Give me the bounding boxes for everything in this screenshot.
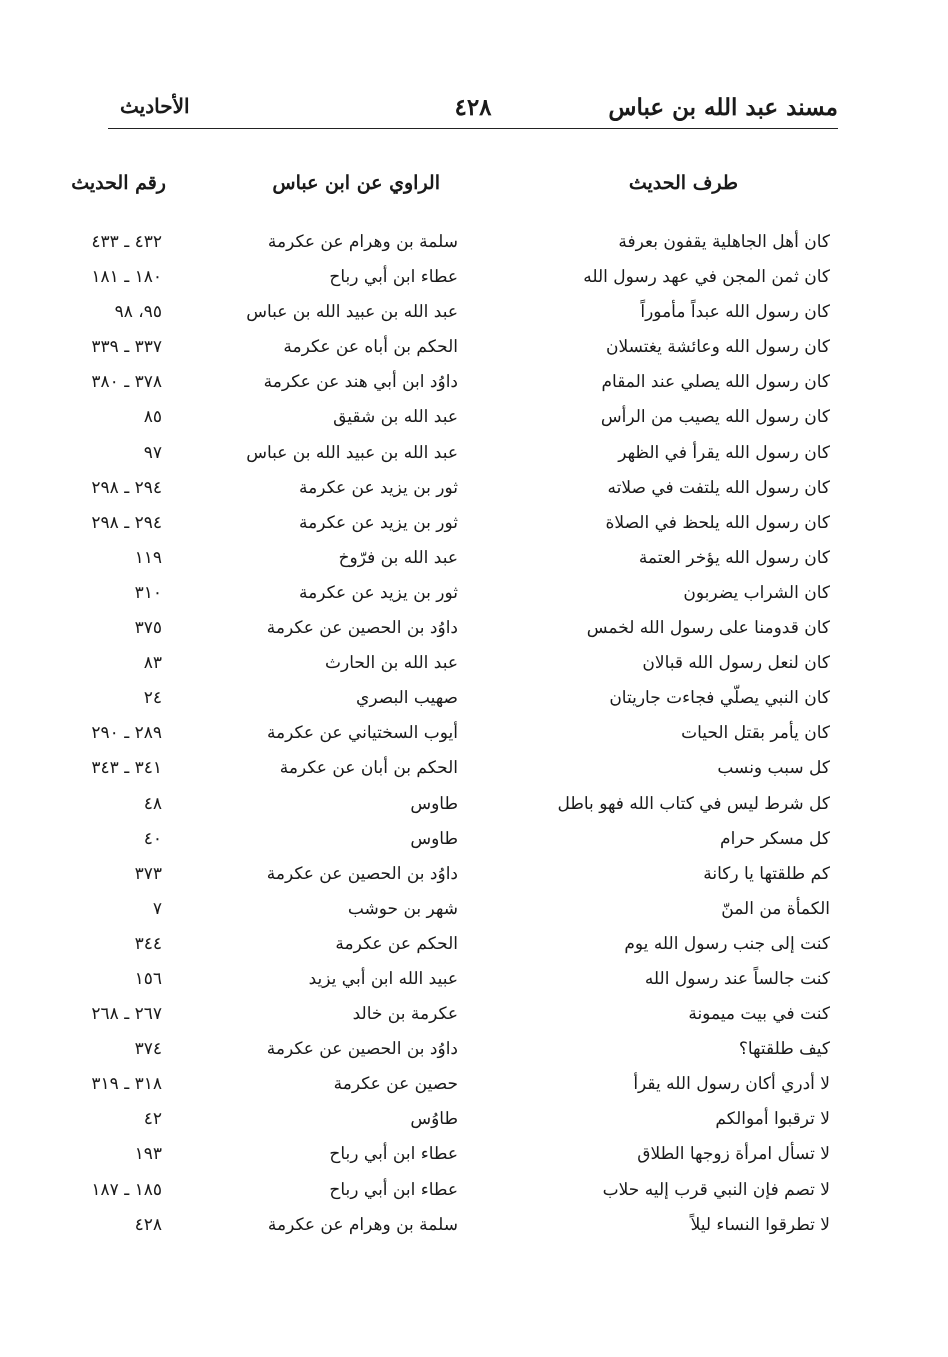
table-row xyxy=(0,895,948,930)
hadith-narrator: عبد الله بن عبيد الله بن عباس xyxy=(246,442,458,463)
hadith-narrator: عطاء ابن أبي رباح xyxy=(329,1144,458,1165)
table-row xyxy=(0,263,948,298)
hadith-number: ٤٢ xyxy=(143,1109,162,1130)
section-title: الأحاديث xyxy=(120,94,190,118)
table-row xyxy=(0,754,948,789)
hadith-narrator: صهيب البصري xyxy=(356,688,458,709)
hadith-number: ٣٧٥ xyxy=(134,618,162,639)
hadith-narrator: ثور بن يزيد عن عكرمة xyxy=(299,512,458,533)
hadith-text: كان رسول الله وعائشة يغتسلان xyxy=(605,337,830,358)
hadith-number: ١٥٦ xyxy=(134,968,162,989)
column-header-narrator: الراوي عن ابن عباس xyxy=(272,172,440,194)
hadith-narrator: الحكم بن أبان عن عكرمة xyxy=(279,758,458,779)
table-row xyxy=(0,1000,948,1035)
hadith-text: كنت في بيت ميمونة xyxy=(688,1004,830,1025)
table-row xyxy=(0,860,948,895)
hadith-text: كان لنعل رسول الله قبالان xyxy=(642,653,830,674)
running-header xyxy=(108,94,838,129)
hadith-narrator: طاوس xyxy=(410,828,458,849)
hadith-text: كان ثمن المجن في عهد رسول الله xyxy=(583,267,830,288)
hadith-text: كان رسول الله يؤخر العتمة xyxy=(638,547,830,568)
hadith-number: ١١٩ xyxy=(134,547,162,568)
hadith-text: كل شرط ليس في كتاب الله فهو باطل xyxy=(557,793,830,814)
hadith-narrator: عطاء ابن أبي رباح xyxy=(329,1179,458,1200)
hadith-text: كان الشراب يضربون xyxy=(683,582,830,603)
hadith-narrator: عبد الله بن شقيق xyxy=(333,407,458,428)
table-row xyxy=(0,614,948,649)
hadith-number: ٩٧ xyxy=(143,442,162,463)
hadith-narrator: ثور بن يزيد عن عكرمة xyxy=(299,582,458,603)
table-row xyxy=(0,298,948,333)
hadith-narrator: سلمة بن وهرام عن عكرمة xyxy=(267,1214,458,1235)
table-row xyxy=(0,930,948,965)
hadith-number: ٣١٨ ـ ٣١٩ xyxy=(91,1074,162,1095)
hadith-index-list xyxy=(0,228,948,1246)
hadith-number: ٢٤ xyxy=(143,688,162,709)
table-row xyxy=(0,439,948,474)
hadith-number: ٣٤٤ xyxy=(134,933,162,954)
hadith-number: ١٨٠ ـ ١٨١ xyxy=(91,267,162,288)
table-row xyxy=(0,509,948,544)
hadith-narrator: داوُد ابن أبي هند عن عكرمة xyxy=(263,372,458,393)
table-row xyxy=(0,719,948,754)
hadith-text: كان رسول الله يلتفت في صلاته xyxy=(607,477,830,498)
hadith-number: ٢٩٤ ـ ٢٩٨ xyxy=(91,512,162,533)
hadith-number: ٤٠ xyxy=(143,828,162,849)
hadith-text: كان يأمر بقتل الحيات xyxy=(681,723,830,744)
hadith-narrator: شهر بن حوشب xyxy=(347,898,458,919)
table-row xyxy=(0,333,948,368)
hadith-number: ٨٥ xyxy=(143,407,162,428)
hadith-text: كان رسول الله يصيب من الرأس xyxy=(600,407,830,428)
hadith-number: ٤٨ xyxy=(143,793,162,814)
hadith-number: ٣٧٤ xyxy=(134,1039,162,1060)
hadith-text: كان رسول الله يلحظ في الصلاة xyxy=(605,512,830,533)
hadith-narrator: عبد الله بن فرّوخ xyxy=(338,547,458,568)
hadith-number: ٣٣٧ ـ ٣٣٩ xyxy=(91,337,162,358)
hadith-text: كان أهل الجاهلية يقفون بعرفة xyxy=(618,232,830,252)
hadith-narrator: سلمة بن وهرام عن عكرمة xyxy=(267,232,458,252)
hadith-number: ٧ xyxy=(152,898,162,919)
hadith-text: كيف طلقتها؟ xyxy=(738,1039,830,1060)
table-row xyxy=(0,790,948,825)
hadith-narrator: الحكم بن أباه عن عكرمة xyxy=(283,337,458,358)
hadith-text: كم طلقتها يا ركانة xyxy=(703,863,830,884)
hadith-text: لا أدري أكان رسول الله يقرأ xyxy=(633,1074,830,1095)
hadith-narrator: داوُد بن الحصين عن عكرمة xyxy=(266,618,458,639)
table-row xyxy=(0,825,948,860)
hadith-narrator: ثور بن يزيد عن عكرمة xyxy=(299,477,458,498)
table-row xyxy=(0,965,948,1000)
hadith-number: ٣٧٨ ـ ٣٨٠ xyxy=(91,372,162,393)
hadith-number: ٢٦٧ ـ ٢٦٨ xyxy=(91,1004,162,1025)
hadith-number: ٣٤١ ـ ٣٤٣ xyxy=(91,758,162,779)
hadith-narrator: طاوُس xyxy=(410,1109,458,1130)
hadith-narrator: عبيد الله ابن أبي يزيد xyxy=(308,968,458,989)
hadith-number: ٩٥، ٩٨ xyxy=(114,302,162,323)
column-header-number: رقم الحديث xyxy=(71,172,166,194)
table-row xyxy=(0,403,948,438)
hadith-text: كان قدومنا على رسول الله لخمس xyxy=(586,618,830,639)
hadith-number: ١٨٥ ـ ١٨٧ xyxy=(91,1179,162,1200)
hadith-text: كل سبب ونسب xyxy=(717,758,830,779)
hadith-number: ٢٩٤ ـ ٢٩٨ xyxy=(91,477,162,498)
hadith-text: لا تصم فإن النبي قرب إليه حلاب xyxy=(602,1179,830,1200)
hadith-number: ٤٣٢ ـ ٤٣٣ xyxy=(91,232,162,252)
hadith-narrator: عطاء ابن أبي رباح xyxy=(329,267,458,288)
hadith-text: كل مسكر حرام xyxy=(720,828,830,849)
hadith-text: كنت جالساً عند رسول الله xyxy=(644,968,830,989)
table-row xyxy=(0,368,948,403)
hadith-number: ٤٢٨ xyxy=(134,1214,162,1235)
table-row xyxy=(0,1070,948,1105)
hadith-text: كان رسول الله يقرأ في الظهر xyxy=(618,442,830,463)
hadith-text: لا ترقبوا أموالكم xyxy=(715,1109,830,1130)
hadith-number: ٣٧٣ xyxy=(134,863,162,884)
table-row xyxy=(0,544,948,579)
hadith-text: كان رسول الله عبداً مأموراً xyxy=(640,302,830,323)
table-row xyxy=(0,684,948,719)
hadith-number: ٢٨٩ ـ ٢٩٠ xyxy=(91,723,162,744)
hadith-narrator: حصين عن عكرمة xyxy=(333,1074,458,1095)
hadith-number: ١٩٣ xyxy=(134,1144,162,1165)
hadith-narrator: عبد الله بن عبيد الله بن عباس xyxy=(246,302,458,323)
hadith-text: الكمأة من المنّ xyxy=(721,898,830,919)
hadith-text: كان رسول الله يصلي عند المقام xyxy=(601,372,830,393)
table-row xyxy=(0,579,948,614)
table-row xyxy=(0,1105,948,1140)
column-header-text: طرف الحديث xyxy=(628,172,738,194)
hadith-text: لا تسأل امرأة زوجها الطلاق xyxy=(637,1144,830,1165)
book-title: مسند عبد الله بن عباس xyxy=(608,94,838,121)
table-row xyxy=(0,1140,948,1175)
hadith-narrator: الحكم عن عكرمة xyxy=(335,933,458,954)
table-row xyxy=(0,1035,948,1070)
hadith-number: ٣١٠ xyxy=(134,582,162,603)
table-row xyxy=(0,228,948,263)
column-headers xyxy=(0,172,948,202)
hadith-text: لا تطرقوا النساء ليلاً xyxy=(690,1214,830,1235)
hadith-narrator: طاوس xyxy=(410,793,458,814)
hadith-narrator: داوُد بن الحصين عن عكرمة xyxy=(266,863,458,884)
hadith-text: كان النبي يصلّي فجاءت جاريتان xyxy=(609,688,830,709)
hadith-narrator: عكرمة بن خالد xyxy=(352,1004,458,1025)
table-row xyxy=(0,1211,948,1246)
table-row xyxy=(0,1176,948,1211)
table-row xyxy=(0,649,948,684)
hadith-narrator: داوُد بن الحصين عن عكرمة xyxy=(266,1039,458,1060)
page-number: ٤٢٨ xyxy=(454,94,492,121)
table-row xyxy=(0,474,948,509)
hadith-narrator: عبد الله بن الحارث xyxy=(325,653,458,674)
hadith-text: كنت إلى جنب رسول الله يوم xyxy=(624,933,830,954)
hadith-narrator: أيوب السختياني عن عكرمة xyxy=(266,723,458,744)
hadith-number: ٨٣ xyxy=(143,653,162,674)
